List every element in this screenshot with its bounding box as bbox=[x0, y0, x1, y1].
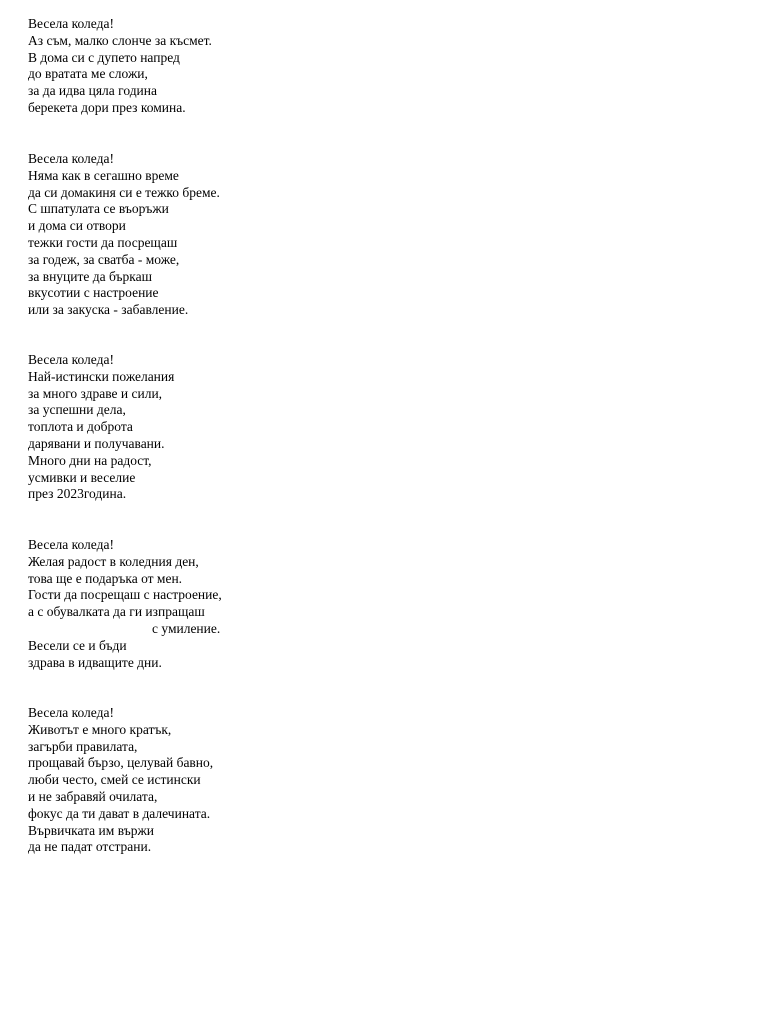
stanza-4-line-5: а с обувалката да ги изпращаш bbox=[28, 604, 205, 620]
stanza-3-line-1: Весела коледа! bbox=[28, 352, 114, 367]
stanza-2-line-3: да си домакиня си е тежко бреме. bbox=[28, 184, 220, 200]
stanza-5-line-2: Животът е много кратък, bbox=[28, 721, 172, 737]
stanza-5-line-8: Вървичката им вържи bbox=[28, 822, 155, 838]
stanza-3-line-2: Най-истински пожелания bbox=[28, 368, 175, 384]
stanza-2-line-7: за годеж, за сватба - може, bbox=[28, 251, 180, 267]
stanza-1-line-1: Весела коледа! bbox=[28, 16, 114, 31]
stanza-2-line-1: Весела коледа! bbox=[28, 151, 114, 166]
stanza-3-line-8: усмивки и веселие bbox=[28, 469, 136, 485]
stanza-3-line-5: топлота и доброта bbox=[28, 419, 133, 435]
stanza-5-line-1: Весела коледа! bbox=[28, 705, 114, 720]
stanza-4-line-2: Желая радост в коледния ден, bbox=[28, 553, 199, 569]
stanza-1-line-5: за да идва цяла година bbox=[28, 83, 158, 99]
stanza-4-line-8: здрава в идващите дни. bbox=[28, 654, 162, 670]
stanza-4-line-6: с умиление. bbox=[152, 620, 221, 636]
stanza-1-line-2: Аз съм, малко слонче за късмет. bbox=[28, 32, 212, 48]
stanza-5 bbox=[28, 705, 213, 856]
stanza-3-line-6: дарявани и получавани. bbox=[28, 435, 165, 451]
stanza-5-line-9: да не падат отстрани. bbox=[28, 839, 152, 855]
stanza-4 bbox=[28, 537, 222, 671]
stanza-2-line-4: С шпатулата се въоръжи bbox=[28, 201, 169, 217]
stanza-4-line-1: Весела коледа! bbox=[28, 537, 114, 552]
stanza-4-line-3: това ще е подаръка от мен. bbox=[28, 570, 183, 586]
stanza-4-line-7: Весели се и бъди bbox=[28, 637, 127, 653]
stanza-5-line-4: прощавай бързо, целувай бавно, bbox=[28, 755, 214, 771]
stanza-3-line-3: за много здраве и сили, bbox=[28, 385, 163, 401]
stanza-2-line-8: за внуците да бъркаш bbox=[28, 268, 153, 284]
stanza-2-line-5: и дома си отвори bbox=[28, 218, 126, 234]
stanza-5-line-5: люби често, смей се истински bbox=[28, 772, 201, 788]
stanza-4-line-4: Гости да посрещаш с настроение, bbox=[28, 587, 222, 603]
stanza-5-line-6: и не забравяй очилата, bbox=[28, 788, 158, 804]
stanza-3-line-4: за успешни дела, bbox=[28, 402, 126, 418]
stanza-3-line-9: през 2023година. bbox=[28, 486, 127, 502]
stanza-2-line-2: Няма как в сегашно време bbox=[28, 167, 179, 183]
stanza-2-line-6: тежки гости да посрещаш bbox=[28, 234, 178, 250]
stanza-1-line-6: берекета дори през комина. bbox=[28, 99, 186, 115]
stanza-5-line-3: загърби правилата, bbox=[28, 738, 138, 754]
stanza-1-line-4: до вратата ме сложи, bbox=[28, 66, 148, 82]
stanza-3 bbox=[28, 352, 174, 503]
stanza-2 bbox=[28, 151, 220, 319]
stanza-2-line-10: или за закуска - забавление. bbox=[28, 302, 189, 318]
stanza-5-line-7: фокус да ти дават в далечината. bbox=[28, 805, 211, 821]
stanza-2-line-9: вкусотии с настроение bbox=[28, 285, 159, 301]
stanza-3-line-7: Много дни на радост, bbox=[28, 452, 152, 468]
stanza-1 bbox=[28, 16, 212, 117]
stanza-1-line-3: В дома си с дупето напред bbox=[28, 49, 180, 65]
